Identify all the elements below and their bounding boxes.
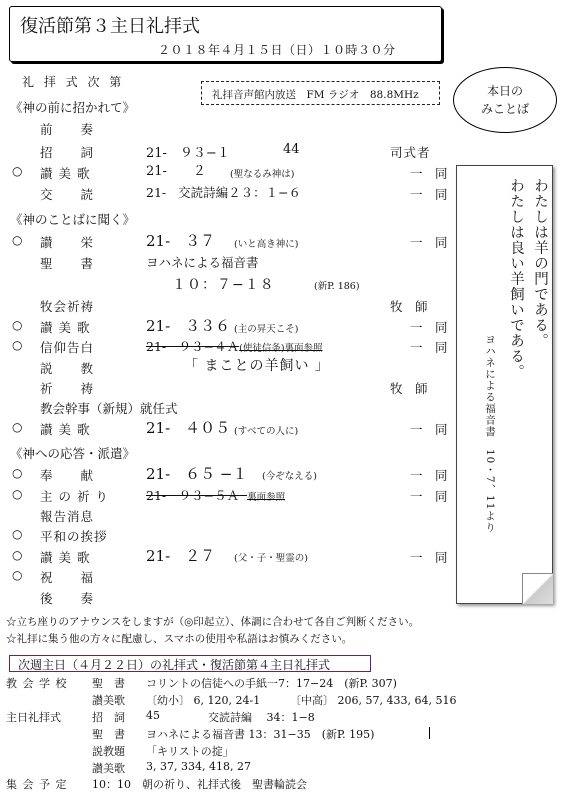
order-label: 礼 拝 式 次 第	[22, 75, 125, 89]
school-scripture: コリントの信徒への手紙一7：17−24 (新P. 307)	[146, 677, 397, 690]
confession-ref: 裏面参照	[284, 343, 323, 354]
main-service-label: 主日礼拝式	[6, 711, 61, 724]
marker-circle: ○	[12, 338, 23, 352]
marker-circle: ○	[12, 487, 23, 501]
sermon-title: 「 まことの羊飼い 」	[184, 358, 330, 374]
page-title: 復活節第３主日礼拝式	[20, 16, 200, 37]
next-reading: 交読詩編 34：1−8	[208, 711, 315, 724]
section-heading-2: 《神のことばに聞く》	[10, 212, 136, 227]
peace-greeting-label: 平和の挨拶	[40, 529, 108, 544]
prayer-label: 祈 祷	[40, 381, 95, 396]
benediction-label: 祝 福	[40, 570, 95, 585]
congregation-label: 一 同	[410, 422, 448, 437]
doxology-title: (いと高き神に)	[234, 239, 299, 250]
congregation-label: 一 同	[410, 166, 448, 181]
gathering-text: 10：10 朝の祈り、礼拝式後 聖書輪読会	[92, 778, 307, 791]
congregation-label: 一 同	[410, 468, 448, 483]
confession-no: 21- ９３−４Ａ	[146, 339, 240, 354]
prelude-label: 前 奏	[40, 122, 95, 137]
installation-label: 教会幹事（新規）就任式	[40, 401, 178, 416]
text-cursor-mark	[429, 727, 430, 739]
congregation-label: 一 同	[410, 235, 448, 250]
scripture-line1: わたしは羊の門である。	[532, 178, 548, 349]
today-word-line1: 本日の	[486, 84, 523, 98]
officiant-label: 司式者	[390, 145, 431, 160]
offering-hymn-title: (今ぞなえる)	[262, 471, 317, 482]
lords-prayer-text	[146, 486, 285, 504]
sermon-label: 説 教	[40, 361, 95, 376]
scripture-line2: わたしは良い羊飼いである。	[508, 178, 524, 380]
pastoral-prayer-label: 牧会祈祷	[40, 299, 95, 314]
congregation-label: 一 同	[410, 489, 448, 504]
next-sermon-label: 説教題	[92, 745, 125, 758]
page-curl-decoration	[522, 573, 553, 604]
postlude-label: 後 奏	[40, 591, 95, 606]
confession-note: (使徒信条)	[239, 343, 285, 354]
marker-circle: ○	[12, 164, 23, 178]
next-scripture: ヨハネによる福音書 13：31−35 (新P. 195)	[146, 728, 375, 741]
lords-prayer-no: 21- ９３−５Ａ	[146, 488, 240, 503]
hymn-number-text: 21- ２	[146, 164, 206, 179]
hymn-label: 讃 美 歌	[40, 166, 91, 181]
lords-prayer-label: 主 の 祈 り	[40, 489, 109, 504]
school-hymn-label: 讃美歌	[92, 694, 125, 707]
marker-circle: ○	[12, 318, 23, 332]
next-call-num: 45	[146, 709, 160, 722]
call-to-worship-no: 21- ９３−１	[146, 146, 230, 161]
service-date: ２０１８年４月１５日（日）１０時３０分	[158, 43, 396, 57]
next-week-title: 次週主日（４月２２日）の礼拝式・復活節第４主日礼拝式	[18, 658, 331, 672]
hymn-number: 21- ３３６	[146, 317, 231, 335]
gathering-label: 集 会 予 定	[6, 778, 68, 791]
confession-label: 信仰告白	[40, 340, 95, 355]
next-sermon-title: 「キリストの掟」	[146, 745, 234, 758]
congregation-label: 一 同	[410, 550, 448, 565]
doxology-label: 讃 栄	[40, 235, 95, 250]
notice-2: ☆礼拝に集う他の方々に配慮し、スマホの使用や私語はお慎みください。	[6, 633, 353, 645]
scripture-ref: ヨハネによる福音書 10・7、11より	[484, 334, 496, 534]
responsive-reading-psalm: 交読詩編２３：１−６	[178, 185, 302, 200]
offering-label: 奉 献	[40, 468, 95, 483]
hymn-title: (父・子・聖霊の)	[234, 553, 308, 564]
hymn-title: (すべての人に)	[234, 426, 299, 437]
notice-1: ☆立ち座りのアナウンスをしますが（◎印起立）、体調に合わせて各自ご判断ください。	[6, 616, 420, 628]
announcements-label: 報告消息	[40, 509, 95, 524]
marker-circle: ○	[12, 527, 23, 541]
hymn-title: (聖なるみ神は)	[230, 169, 295, 180]
hymn-number: 21- ２７	[146, 547, 216, 565]
confession-text	[146, 337, 323, 355]
today-word-circle	[453, 67, 557, 133]
school-label: 教 会 学 校	[6, 677, 68, 690]
responsive-reading-prefix: 21-	[146, 185, 167, 200]
hymn-label: 讃 美 歌	[40, 550, 91, 565]
call-to-worship-label: 招 詞	[40, 145, 95, 160]
section-heading-3: 《神への応答・派遣》	[10, 446, 136, 461]
doxology-no: 21- ３７	[146, 232, 216, 250]
school-hymns-teens: 〔中高〕 206, 57, 433, 64, 516	[290, 694, 457, 707]
marker-circle: ○	[12, 466, 23, 480]
offering-hymn-no: 21- ６５ −１	[146, 465, 248, 483]
lords-prayer-ref: 裏面参照	[247, 492, 286, 503]
school-scripture-label: 聖 書	[92, 677, 125, 690]
scripture-book: ヨハネによる福音書	[146, 255, 259, 270]
pastor-label: 牧 師	[390, 299, 428, 314]
next-scripture-label: 聖 書	[92, 728, 125, 741]
hymn-label: 讃 美 歌	[40, 422, 91, 437]
section-heading-1: 《神の前に招かれて》	[10, 100, 136, 115]
marker-circle: ○	[12, 233, 23, 247]
hymn-number	[146, 160, 206, 179]
responsive-reading-label: 交 読	[40, 187, 95, 202]
call-to-worship-num: 44	[283, 142, 300, 157]
marker-circle: ○	[12, 568, 23, 582]
congregation-label: 一 同	[410, 340, 448, 355]
responsive-reading-text	[146, 183, 301, 201]
broadcast-text: 礼拝音声館内放送 FM ラジオ 88.8MHz	[212, 89, 419, 101]
hymn-title: (主の昇天こそ)	[234, 324, 299, 335]
congregation-label: 一 同	[410, 320, 448, 335]
school-hymns-young: 〔幼小〕 6, 120, 24-1	[146, 694, 261, 707]
scripture-verses: １０：７−１８	[172, 277, 275, 293]
scripture-page: (新P. 186)	[314, 281, 360, 292]
hymn-label: 讃 美 歌	[40, 320, 91, 335]
next-hymn-label: 讃美歌	[92, 762, 125, 775]
today-word-line2: みことば	[480, 102, 529, 116]
hymn-number: 21- ４０５	[146, 419, 231, 437]
next-hymns: 3, 37, 334, 418, 27	[146, 760, 251, 773]
marker-circle: ○	[12, 548, 23, 562]
marker-circle: ○	[12, 420, 23, 434]
pastor-label: 牧 師	[390, 381, 428, 396]
next-call-label: 招 詞	[92, 711, 125, 724]
congregation-label: 一 同	[410, 187, 448, 202]
scripture-reading-label: 聖 書	[40, 256, 95, 271]
